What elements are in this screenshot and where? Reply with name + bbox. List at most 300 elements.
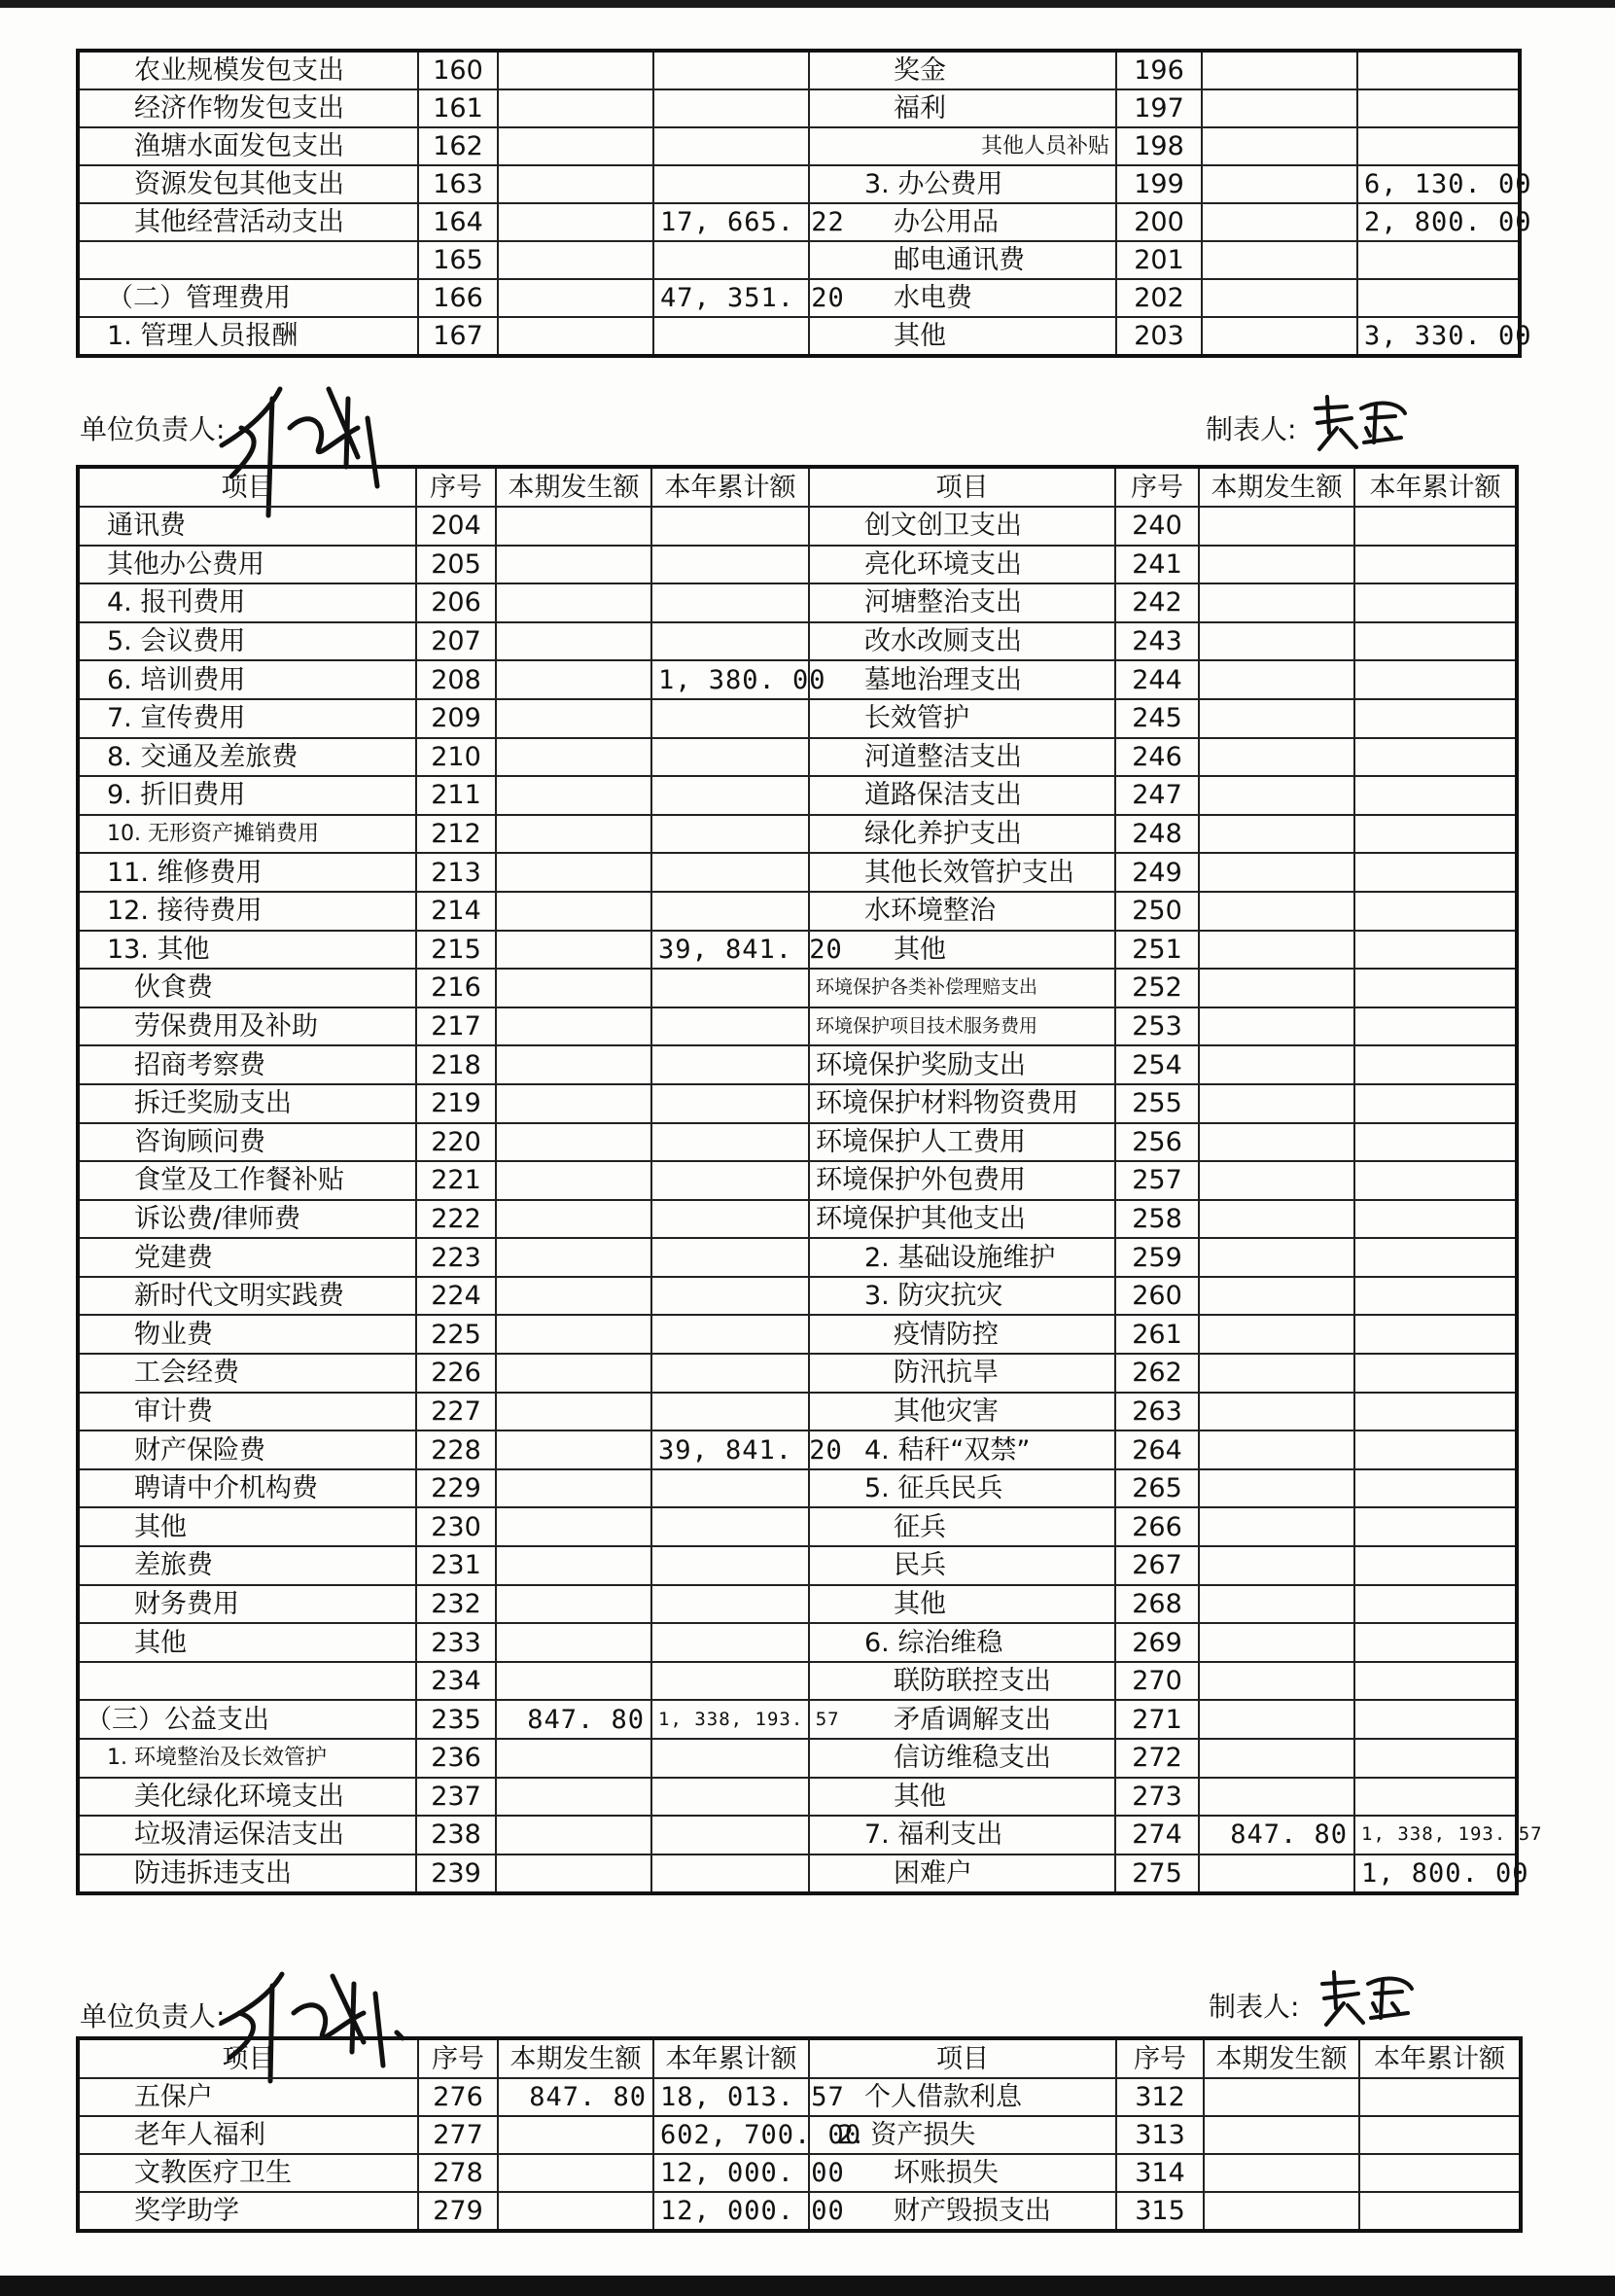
ytd-amount-right: [1354, 1739, 1517, 1778]
item-name-right: 其他: [809, 931, 1115, 970]
ytd-amount: 39, 841. 20: [651, 1431, 809, 1469]
ytd-amount-right: [1354, 853, 1517, 892]
item-name-right: 信访维稳支出: [809, 1739, 1115, 1778]
row-number-right: 242: [1115, 583, 1199, 622]
table-row: [78, 1507, 1517, 1546]
ytd-amount: [651, 738, 809, 777]
current-amount: [496, 1123, 651, 1162]
item-name-right: 环境保护其他支出: [809, 1200, 1115, 1239]
item-name-right: 其他: [809, 1585, 1115, 1624]
item-name-right: 2. 资产损失: [809, 2116, 1116, 2154]
current-amount-right: [1199, 1585, 1354, 1624]
item-name: 食堂及工作餐补贴: [78, 1161, 416, 1200]
item-name: （三）公益支出: [78, 1700, 416, 1739]
item-name-right: 水环境整治: [809, 892, 1115, 931]
ytd-amount-right: [1354, 1045, 1517, 1084]
scan-top-edge: [0, 0, 1615, 8]
current-amount-right: [1199, 1431, 1354, 1469]
table-row: [78, 203, 1520, 241]
ytd-amount: 602, 700. 00: [653, 2116, 809, 2154]
current-amount: [496, 1585, 651, 1624]
ytd-amount-right: [1359, 2078, 1521, 2116]
header-current-right: 本期发生额: [1204, 2038, 1359, 2078]
item-name: 7. 宣传费用: [78, 699, 416, 738]
row-number-right: 275: [1115, 1854, 1199, 1894]
table-row: [78, 1084, 1517, 1123]
ytd-amount: [651, 1045, 809, 1084]
item-name: 伙食费: [78, 969, 416, 1007]
header-item: 项目: [78, 467, 416, 507]
table-row: [78, 1700, 1517, 1739]
scan-bottom-edge: [0, 2276, 1615, 2296]
ytd-amount: [651, 1854, 809, 1894]
item-name: 4. 报刊费用: [78, 583, 416, 622]
item-name-right: 绿化养护支出: [809, 815, 1115, 854]
current-amount: [498, 2116, 653, 2154]
row-number-right: 252: [1115, 969, 1199, 1007]
table-row: [78, 1161, 1517, 1200]
current-amount-right: [1199, 1739, 1354, 1778]
item-name-right: 7. 福利支出: [809, 1816, 1115, 1854]
ytd-amount: [651, 1739, 809, 1778]
row-number: 164: [418, 203, 498, 241]
item-name-right: 环境保护项目技术服务费用: [809, 1007, 1115, 1046]
table-row: [78, 1354, 1517, 1393]
row-number: 165: [418, 241, 498, 279]
current-amount-right: [1199, 660, 1354, 699]
ytd-amount-right: [1354, 660, 1517, 699]
item-name-right: 环境保护人工费用: [809, 1123, 1115, 1162]
ytd-amount-right: [1357, 241, 1520, 279]
item-name-right: 3. 防灾抗灾: [809, 1277, 1115, 1316]
current-amount: [498, 2154, 653, 2192]
current-amount: [496, 1007, 651, 1046]
current-amount-right: [1199, 1200, 1354, 1239]
ytd-amount: [651, 815, 809, 854]
current-amount-right: [1199, 776, 1354, 815]
row-number: 204: [416, 507, 496, 546]
current-amount-right: [1202, 241, 1357, 279]
row-number: 229: [416, 1469, 496, 1508]
responsible-label-2: 单位负责人:: [80, 2000, 226, 2032]
header-row: [78, 2038, 1521, 2078]
row-number-right: 274: [1115, 1816, 1199, 1854]
ytd-amount: [651, 892, 809, 931]
row-number-right: 258: [1115, 1200, 1199, 1239]
row-number-right: 265: [1115, 1469, 1199, 1508]
row-number-right: 199: [1116, 165, 1202, 203]
ytd-amount: [651, 1778, 809, 1817]
current-amount-right: [1199, 892, 1354, 931]
item-name-right: 创文创卫支出: [809, 507, 1115, 546]
item-name: 12. 接待费用: [78, 892, 416, 931]
table-row: [78, 622, 1517, 661]
ytd-amount-right: [1359, 2192, 1521, 2231]
table-row: [78, 1007, 1517, 1046]
current-amount-right: [1199, 1662, 1354, 1701]
current-amount: [496, 1084, 651, 1123]
row-number-right: 255: [1115, 1084, 1199, 1123]
row-number-right: 269: [1115, 1623, 1199, 1662]
ytd-amount-right: [1354, 1354, 1517, 1393]
item-name: [78, 241, 418, 279]
header-seq: 序号: [418, 2038, 498, 2078]
ytd-amount-right: [1354, 1507, 1517, 1546]
ytd-amount: 17, 665. 22: [653, 203, 809, 241]
current-amount-right: 847. 80: [1199, 1816, 1354, 1854]
table-row: [78, 892, 1517, 931]
table-row: [78, 1277, 1517, 1316]
table-row: [78, 165, 1520, 203]
table-row: [78, 317, 1520, 356]
ytd-amount: [651, 1585, 809, 1624]
item-name: 11. 维修费用: [78, 853, 416, 892]
item-name-right: 矛盾调解支出: [809, 1700, 1115, 1739]
current-amount: [496, 1045, 651, 1084]
ytd-amount-right: [1354, 1623, 1517, 1662]
row-number: 238: [416, 1816, 496, 1854]
ytd-amount-right: [1354, 1431, 1517, 1469]
row-number: 214: [416, 892, 496, 931]
header-row: [78, 467, 1517, 507]
row-number: 221: [416, 1161, 496, 1200]
row-number-right: 264: [1115, 1431, 1199, 1469]
row-number-right: 245: [1115, 699, 1199, 738]
row-number-right: 254: [1115, 1045, 1199, 1084]
current-amount: [498, 241, 653, 279]
current-amount: [496, 776, 651, 815]
item-name: 工会经费: [78, 1354, 416, 1393]
row-number-right: 271: [1115, 1700, 1199, 1739]
item-name: 招商考察费: [78, 1045, 416, 1084]
item-name: 美化绿化环境支出: [78, 1778, 416, 1817]
item-name-right: 奖金: [809, 51, 1116, 89]
table-row: [78, 2116, 1521, 2154]
current-amount-right: [1202, 279, 1357, 317]
item-name: 聘请中介机构费: [78, 1469, 416, 1508]
ytd-amount-right: [1354, 699, 1517, 738]
preparer-signature-2: [1315, 1964, 1422, 2032]
table-row: [78, 51, 1520, 89]
item-name-right: 墓地治理支出: [809, 660, 1115, 699]
item-name-right: 长效管护: [809, 699, 1115, 738]
row-number: 230: [416, 1507, 496, 1546]
table-row: [78, 507, 1517, 546]
item-name: 其他: [78, 1623, 416, 1662]
item-name: 老年人福利: [78, 2116, 418, 2154]
ytd-amount: 12, 000. 00: [653, 2192, 809, 2231]
row-number: 220: [416, 1123, 496, 1162]
ytd-amount: [651, 1277, 809, 1316]
item-name-right: 其他: [809, 1778, 1115, 1817]
table-row: [78, 583, 1517, 622]
current-amount: [498, 317, 653, 356]
table-row: [78, 1778, 1517, 1817]
ytd-amount-right: [1354, 1084, 1517, 1123]
ytd-amount-right: [1359, 2116, 1521, 2154]
item-name: 物业费: [78, 1315, 416, 1354]
row-number: 276: [418, 2078, 498, 2116]
item-name-right: 其他: [809, 317, 1116, 356]
item-name-right: 民兵: [809, 1546, 1115, 1585]
item-name-right: 道路保洁支出: [809, 776, 1115, 815]
table-row: [78, 1431, 1517, 1469]
ytd-amount: [653, 51, 809, 89]
row-number: 219: [416, 1084, 496, 1123]
current-amount-right: [1199, 1007, 1354, 1046]
item-name: 诉讼费/律师费: [78, 1200, 416, 1239]
row-number-right: 263: [1115, 1393, 1199, 1431]
ytd-amount: 1, 338, 193. 57: [651, 1700, 809, 1739]
item-name: 1. 管理人员报酬: [78, 317, 418, 356]
current-amount-right: [1199, 1854, 1354, 1894]
item-name-right: 困难户: [809, 1854, 1115, 1894]
row-number-right: 247: [1115, 776, 1199, 815]
table-row: [78, 89, 1520, 127]
current-amount: [496, 583, 651, 622]
row-number: 210: [416, 738, 496, 777]
ytd-amount-right: [1354, 1585, 1517, 1624]
table-row: [78, 660, 1517, 699]
item-name: 经济作物发包支出: [78, 89, 418, 127]
table-row: [78, 969, 1517, 1007]
ytd-amount: [651, 546, 809, 584]
item-name: 垃圾清运保洁支出: [78, 1816, 416, 1854]
item-name: 1. 环境整治及长效管护: [78, 1739, 416, 1778]
current-amount: [496, 622, 651, 661]
row-number: 218: [416, 1045, 496, 1084]
ytd-amount: [653, 317, 809, 356]
ytd-amount-right: [1357, 127, 1520, 165]
row-number: 239: [416, 1854, 496, 1894]
row-number: 234: [416, 1662, 496, 1701]
table-row: [78, 1045, 1517, 1084]
current-amount: [496, 1161, 651, 1200]
ytd-amount: [651, 1007, 809, 1046]
item-name-right: 环境保护外包费用: [809, 1161, 1115, 1200]
row-number-right: 244: [1115, 660, 1199, 699]
item-name-right: 征兵: [809, 1507, 1115, 1546]
row-number-right: 200: [1116, 203, 1202, 241]
item-name-right: 4. 秸秆“双禁”: [809, 1431, 1115, 1469]
table-row: [78, 815, 1517, 854]
expense-table-part-3: [76, 2036, 1523, 2233]
item-name-right: 2. 基础设施维护: [809, 1238, 1115, 1277]
item-name: 拆迁奖励支出: [78, 1084, 416, 1123]
row-number-right: 196: [1116, 51, 1202, 89]
row-number-right: 203: [1116, 317, 1202, 356]
row-number-right: 260: [1115, 1277, 1199, 1316]
row-number-right: 240: [1115, 507, 1199, 546]
ytd-amount-right: [1354, 1700, 1517, 1739]
current-amount: [496, 1200, 651, 1239]
row-number-right: 259: [1115, 1238, 1199, 1277]
item-name: 渔塘水面发包支出: [78, 127, 418, 165]
row-number: 167: [418, 317, 498, 356]
current-amount: [498, 279, 653, 317]
row-number: 209: [416, 699, 496, 738]
table-row: [78, 1546, 1517, 1585]
header-ytd-right: 本年累计额: [1359, 2038, 1521, 2078]
current-amount-right: [1199, 1623, 1354, 1662]
current-amount-right: [1199, 507, 1354, 546]
ytd-amount-right: 1, 338, 193. 57: [1354, 1816, 1517, 1854]
row-number: 166: [418, 279, 498, 317]
ytd-amount-right: [1354, 1778, 1517, 1817]
ytd-amount: [653, 165, 809, 203]
current-amount: [498, 203, 653, 241]
row-number-right: 246: [1115, 738, 1199, 777]
ytd-amount: [653, 89, 809, 127]
item-name-right: 水电费: [809, 279, 1116, 317]
item-name-right: 疫情防控: [809, 1315, 1115, 1354]
row-number: 160: [418, 51, 498, 89]
current-amount: [498, 165, 653, 203]
row-number: 205: [416, 546, 496, 584]
current-amount: [496, 1393, 651, 1431]
current-amount: [496, 1623, 651, 1662]
ytd-amount: [651, 1315, 809, 1354]
ytd-amount-right: [1354, 931, 1517, 970]
ytd-amount: [651, 1662, 809, 1701]
row-number-right: 249: [1115, 853, 1199, 892]
table-row: [78, 1469, 1517, 1508]
row-number-right: 256: [1115, 1123, 1199, 1162]
current-amount-right: [1199, 1084, 1354, 1123]
header-item-right: 项目: [809, 2038, 1116, 2078]
current-amount-right: [1199, 1161, 1354, 1200]
current-amount: [496, 546, 651, 584]
ytd-amount-right: 3, 330. 00: [1357, 317, 1520, 356]
ytd-amount: [651, 969, 809, 1007]
table-row: [78, 1315, 1517, 1354]
header-ytd: 本年累计额: [651, 467, 809, 507]
current-amount-right: [1199, 1507, 1354, 1546]
item-name-right: 防汛抗旱: [809, 1354, 1115, 1393]
responsible-label: 单位负责人:: [80, 413, 226, 445]
ytd-amount-right: [1354, 1393, 1517, 1431]
row-number: 232: [416, 1585, 496, 1624]
preparer-signature: [1308, 389, 1415, 457]
item-name: 防违拆违支出: [78, 1854, 416, 1894]
ytd-amount: [651, 1200, 809, 1239]
row-number-right: 201: [1116, 241, 1202, 279]
ytd-amount: [651, 1084, 809, 1123]
current-amount-right: [1199, 546, 1354, 584]
item-name: 劳保费用及补助: [78, 1007, 416, 1046]
header-ytd: 本年累计额: [653, 2038, 809, 2078]
row-number: 163: [418, 165, 498, 203]
row-number: 226: [416, 1354, 496, 1393]
ytd-amount: 47, 351. 20: [653, 279, 809, 317]
current-amount: 847. 80: [496, 1700, 651, 1739]
item-name-right: 环境保护材料物资费用: [809, 1084, 1115, 1123]
ytd-amount: [651, 583, 809, 622]
current-amount-right: [1199, 1315, 1354, 1354]
table-row: [78, 699, 1517, 738]
ytd-amount: [651, 853, 809, 892]
row-number: 228: [416, 1431, 496, 1469]
current-amount-right: [1202, 51, 1357, 89]
current-amount-right: [1199, 1123, 1354, 1162]
item-name: （二）管理费用: [78, 279, 418, 317]
current-amount-right: [1202, 89, 1357, 127]
ytd-amount-right: [1354, 1007, 1517, 1046]
row-number-right: 268: [1115, 1585, 1199, 1624]
ytd-amount-right: [1354, 1546, 1517, 1585]
ytd-amount-right: [1354, 546, 1517, 584]
table-row: [78, 2154, 1521, 2192]
table-row: [78, 1238, 1517, 1277]
row-number-right: 197: [1116, 89, 1202, 127]
current-amount-right: [1199, 853, 1354, 892]
table-row: [78, 776, 1517, 815]
item-name: 8. 交通及差旅费: [78, 738, 416, 777]
current-amount: [496, 660, 651, 699]
row-number: 237: [416, 1778, 496, 1817]
item-name-right: 河塘整治支出: [809, 583, 1115, 622]
item-name-right: 办公用品: [809, 203, 1116, 241]
current-amount-right: [1202, 203, 1357, 241]
item-name: 5. 会议费用: [78, 622, 416, 661]
row-number: 235: [416, 1700, 496, 1739]
ytd-amount: [651, 1238, 809, 1277]
header-seq-right: 序号: [1115, 467, 1199, 507]
item-name: 财务费用: [78, 1585, 416, 1624]
ytd-amount-right: [1357, 89, 1520, 127]
current-amount: [496, 1469, 651, 1508]
current-amount-right: [1199, 738, 1354, 777]
current-amount: [496, 931, 651, 970]
item-name: 其他: [78, 1507, 416, 1546]
table-row: [78, 1816, 1517, 1854]
current-amount: [496, 1431, 651, 1469]
row-number: 208: [416, 660, 496, 699]
table-row: [78, 279, 1520, 317]
ytd-amount: [651, 1161, 809, 1200]
row-number: 162: [418, 127, 498, 165]
row-number-right: 198: [1116, 127, 1202, 165]
current-amount: [496, 1546, 651, 1585]
row-number-right: 270: [1115, 1662, 1199, 1701]
item-name-right: 6. 综治维稳: [809, 1623, 1115, 1662]
table-row: [78, 1739, 1517, 1778]
ytd-amount: [653, 127, 809, 165]
row-number: 236: [416, 1739, 496, 1778]
ytd-amount-right: 6, 130. 00: [1357, 165, 1520, 203]
current-amount: [496, 1315, 651, 1354]
row-number: 212: [416, 815, 496, 854]
ytd-amount-right: [1354, 1662, 1517, 1701]
header-current: 本期发生额: [496, 467, 651, 507]
item-name-right: 5. 征兵民兵: [809, 1469, 1115, 1508]
row-number-right: 266: [1115, 1507, 1199, 1546]
current-amount-right: [1199, 622, 1354, 661]
item-name: 其他经营活动支出: [78, 203, 418, 241]
current-amount: [496, 738, 651, 777]
row-number-right: 248: [1115, 815, 1199, 854]
preparer-label: 制表人:: [1206, 413, 1297, 445]
item-name: 10. 无形资产摊销费用: [78, 815, 416, 854]
preparer-label-2: 制表人:: [1209, 1991, 1300, 2023]
item-name-right: 河道整洁支出: [809, 738, 1115, 777]
current-amount-right: [1199, 815, 1354, 854]
ytd-amount: [651, 1507, 809, 1546]
item-name-right: 个人借款利息: [809, 2078, 1116, 2116]
current-amount: [496, 853, 651, 892]
row-number: 223: [416, 1238, 496, 1277]
item-name: 文教医疗卫生: [78, 2154, 418, 2192]
